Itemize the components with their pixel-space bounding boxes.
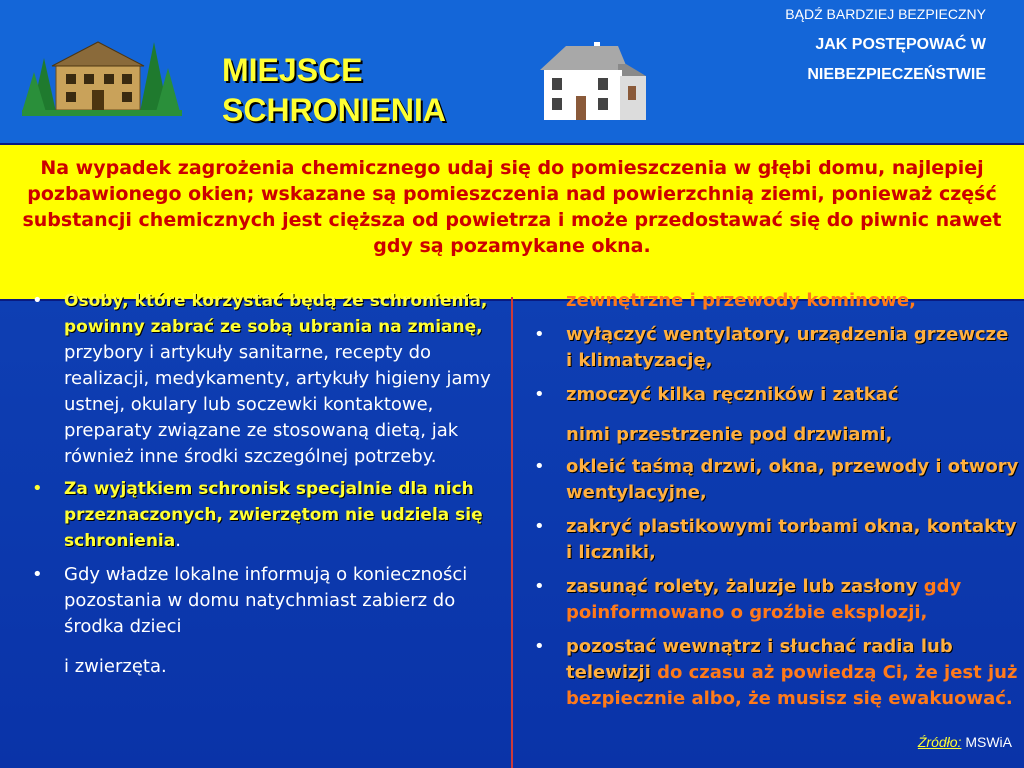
item-highlight: pozostać wewnątrz i słuchać radia lub telewizji xyxy=(566,636,953,683)
title-line: SCHRONIENIA xyxy=(222,92,447,128)
notice-text: Na wypadek zagrożenia chemicznego udaj się do pomieszczenia w głębi domu, najlepiej pozbawionego okien; wskazane są pomieszczenia nad powierzchnią ziemi, ponieważ część substancji chemicznych jest cięższa od powietrza i może przedostawać się do piwnic nawet gdy są pozamykane okna. xyxy=(22,157,1002,257)
bullet-icon: • xyxy=(32,290,43,311)
bullet-icon: • xyxy=(32,478,43,499)
list-item xyxy=(530,382,1020,448)
item-text: Gdy władze lokalne informują o konieczności pozostania w domu natychmiast zabierz do środka dzieci xyxy=(64,564,468,637)
bullet-icon: • xyxy=(534,324,545,345)
item-text: zewnętrzne i przewody kominowe, xyxy=(566,290,916,311)
item-text: zmoczyć kilka ręczników i zatkać xyxy=(566,384,899,405)
page-title xyxy=(222,50,446,130)
header-subtitle xyxy=(785,30,986,90)
item-text: gdy poinformowano o groźbie eksplozji, xyxy=(566,576,962,623)
bullet-icon: • xyxy=(534,456,545,477)
item-highlight: Za wyjątkiem schronisk specjalnie dla nich przeznaczonych, zwierzętom nie udziela się schronienia xyxy=(64,479,483,551)
header-subtitle-line: JAK POSTĘPOWAĆ W xyxy=(815,36,986,53)
item-text: zakryć plastikowymi torbami okna, kontakty i liczniki, xyxy=(566,516,1017,563)
source-org: MSWiA xyxy=(965,734,1012,750)
source-credit xyxy=(918,734,1012,750)
bullet-icon: • xyxy=(534,516,545,537)
bullet-icon: • xyxy=(534,384,545,405)
left-column xyxy=(28,288,498,680)
list-item xyxy=(28,476,498,554)
list-item xyxy=(28,288,498,470)
list-item xyxy=(530,514,1020,566)
item-text: przybory i artykuły sanitarne, recepty do realizacji, medykamenty, artykuły higieny jamy ustnej, okulary lub soczewki kontaktowe, preparaty związane ze stosowaną dietą, jak również inne środki szczególnej potrzeby xyxy=(64,342,491,467)
item-text: do czasu aż powiedzą Ci, że jest już bezpiecznie albo, że musisz się ewakuować. xyxy=(566,662,1018,709)
house-illustration xyxy=(536,36,648,122)
item-text: nimi przestrzenie pod drzwiami, xyxy=(566,424,893,445)
item-highlight: Osoby, które korzystać będą ze schronienia, powinny zabrać ze sobą ubrania na zmianę, xyxy=(64,291,488,337)
column-divider xyxy=(511,297,513,768)
header xyxy=(785,6,986,90)
list-item xyxy=(530,454,1020,506)
list-item xyxy=(530,634,1020,712)
header-top: BĄDŹ BARDZIEJ BEZPIECZNY xyxy=(785,6,986,22)
bullet-icon: • xyxy=(534,576,545,597)
item-text: . xyxy=(175,530,181,551)
item-text: wyłączyć wentylatory, urządzenia grzewcze i klimatyzację, xyxy=(566,324,1009,371)
title-line: MIEJSCE xyxy=(222,52,363,88)
list-item xyxy=(530,288,1020,314)
item-text: . xyxy=(430,446,437,467)
bullet-icon: • xyxy=(32,564,43,585)
bullet-icon: • xyxy=(534,636,545,657)
house-illustration xyxy=(22,28,182,116)
notice-box xyxy=(0,143,1024,301)
header-subtitle-line: NIEBEZPIECZEŃSTWIE xyxy=(807,66,986,83)
right-column xyxy=(530,288,1020,712)
list-item xyxy=(28,562,498,680)
source-label[interactable]: Źródło: xyxy=(917,734,962,750)
item-text: okleić taśmą drzwi, okna, przewody i otwory wentylacyjne, xyxy=(566,456,1019,503)
item-text: i zwierzęta. xyxy=(64,656,167,677)
list-item xyxy=(530,322,1020,374)
item-highlight: zasunąć rolety, żaluzje lub zasłony xyxy=(566,576,918,597)
list-item xyxy=(530,574,1020,626)
